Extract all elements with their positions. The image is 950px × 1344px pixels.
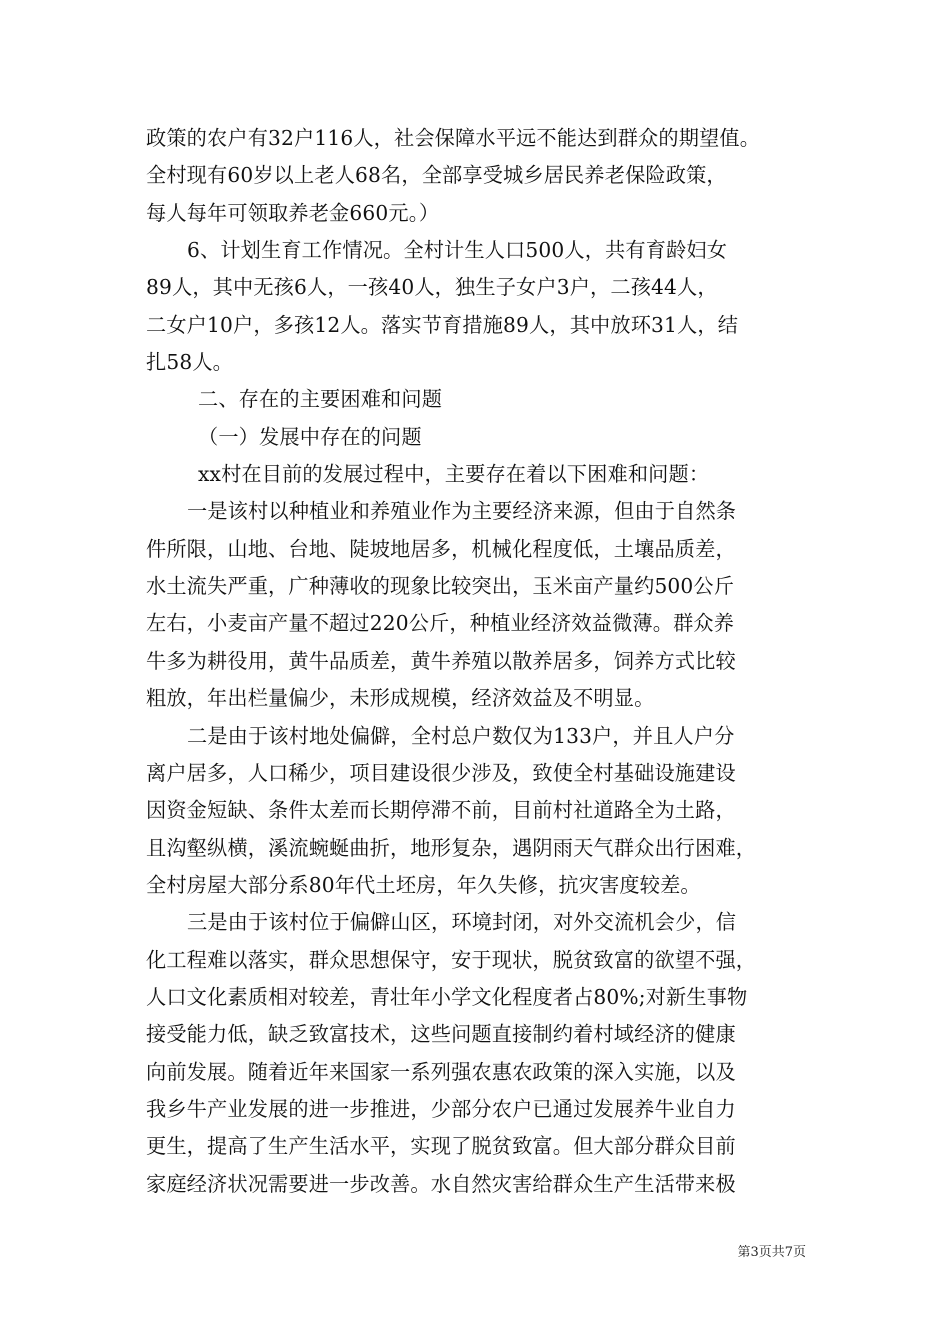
text-line: 扎58人。	[146, 350, 234, 375]
subsection-heading: （一）发展中存在的问题	[198, 424, 422, 449]
text-line: 更生，提高了生产生活水平，实现了脱贫致富。但大部分群众目前	[146, 1134, 736, 1159]
text-line: 二女户10户，多孩12人。落实节育措施89人，其中放环31人，结	[146, 312, 739, 337]
paragraph-start-line: 二是由于该村地处偏僻，全村总户数仅为133户，并且人户分	[187, 723, 735, 748]
text-line: 化工程难以落实，群众思想保守，安于现状，脱贫致富的欲望不强，	[146, 947, 757, 972]
text-line: 全村房屋大部分系80年代土坯房，年久失修，抗灾害度较差。	[146, 872, 701, 897]
text-line: 件所限，山地、台地、陡坡地居多，机械化程度低，土壤品质差，	[146, 536, 736, 561]
text-line: 每人每年可领取养老金660元。）	[146, 200, 440, 225]
paragraph-start-line: 6、计划生育工作情况。全村计生人口500人，共有育龄妇女	[187, 238, 728, 263]
text-line: 粗放，年出栏量偏少，未形成规模，经济效益及不明显。	[146, 686, 655, 711]
paragraph-start-line: 一是该村以种植业和养殖业作为主要经济来源，但由于自然条	[187, 499, 737, 524]
paragraph-start-line: 三是由于该村位于偏僻山区，环境封闭，对外交流机会少，信	[187, 910, 737, 935]
text-line: 全村现有60岁以上老人68名，全部享受城乡居民养老保险政策，	[146, 163, 727, 188]
text-line: 离户居多，人口稀少，项目建设很少涉及，致使全村基础设施建设	[146, 760, 736, 785]
text-line: 89人，其中无孩6人，一孩40人，独生子女户3户，二孩44人，	[146, 275, 718, 300]
text-line: 水土流失严重，广种薄收的现象比较突出，玉米亩产量约500公斤	[146, 574, 735, 599]
text-line: 人口文化素质相对较差，青壮年小学文化程度者占80%;对新生事物	[146, 984, 748, 1009]
text-line: 因资金短缺、条件太差而长期停滞不前，目前村社道路全为土路，	[146, 798, 736, 823]
paragraph-start-line: xx村在目前的发展过程中，主要存在着以下困难和问题：	[198, 462, 710, 487]
text-line: 向前发展。随着近年来国家一系列强农惠农政策的深入实施，以及	[146, 1059, 736, 1084]
text-line: 我乡牛产业发展的进一步推进，少部分农户已通过发展养牛业自力	[146, 1096, 736, 1121]
text-line: 且沟壑纵横，溪流蜿蜒曲折，地形复杂，遇阴雨天气群众出行困难，	[146, 835, 757, 860]
text-line: 政策的农户有32户116人，社会保障水平远不能达到群众的期望值。	[146, 126, 761, 150]
text-line: 牛多为耕役用，黄牛品质差，黄牛养殖以散养居多，饲养方式比较	[146, 648, 736, 673]
document-body	[146, 120, 812, 1203]
text-line: 家庭经济状况需要进一步改善。水自然灾害给群众生产生活带来极	[146, 1171, 736, 1196]
text-line: 左右，小麦亩产量不超过220公斤，种植业经济效益微薄。群众养	[146, 611, 735, 636]
page-number-footer: 第3页共7页	[737, 1245, 806, 1260]
section-heading: 二、存在的主要困难和问题	[198, 387, 443, 412]
text-line: 接受能力低，缺乏致富技术，这些问题直接制约着村域经济的健康	[146, 1022, 736, 1047]
